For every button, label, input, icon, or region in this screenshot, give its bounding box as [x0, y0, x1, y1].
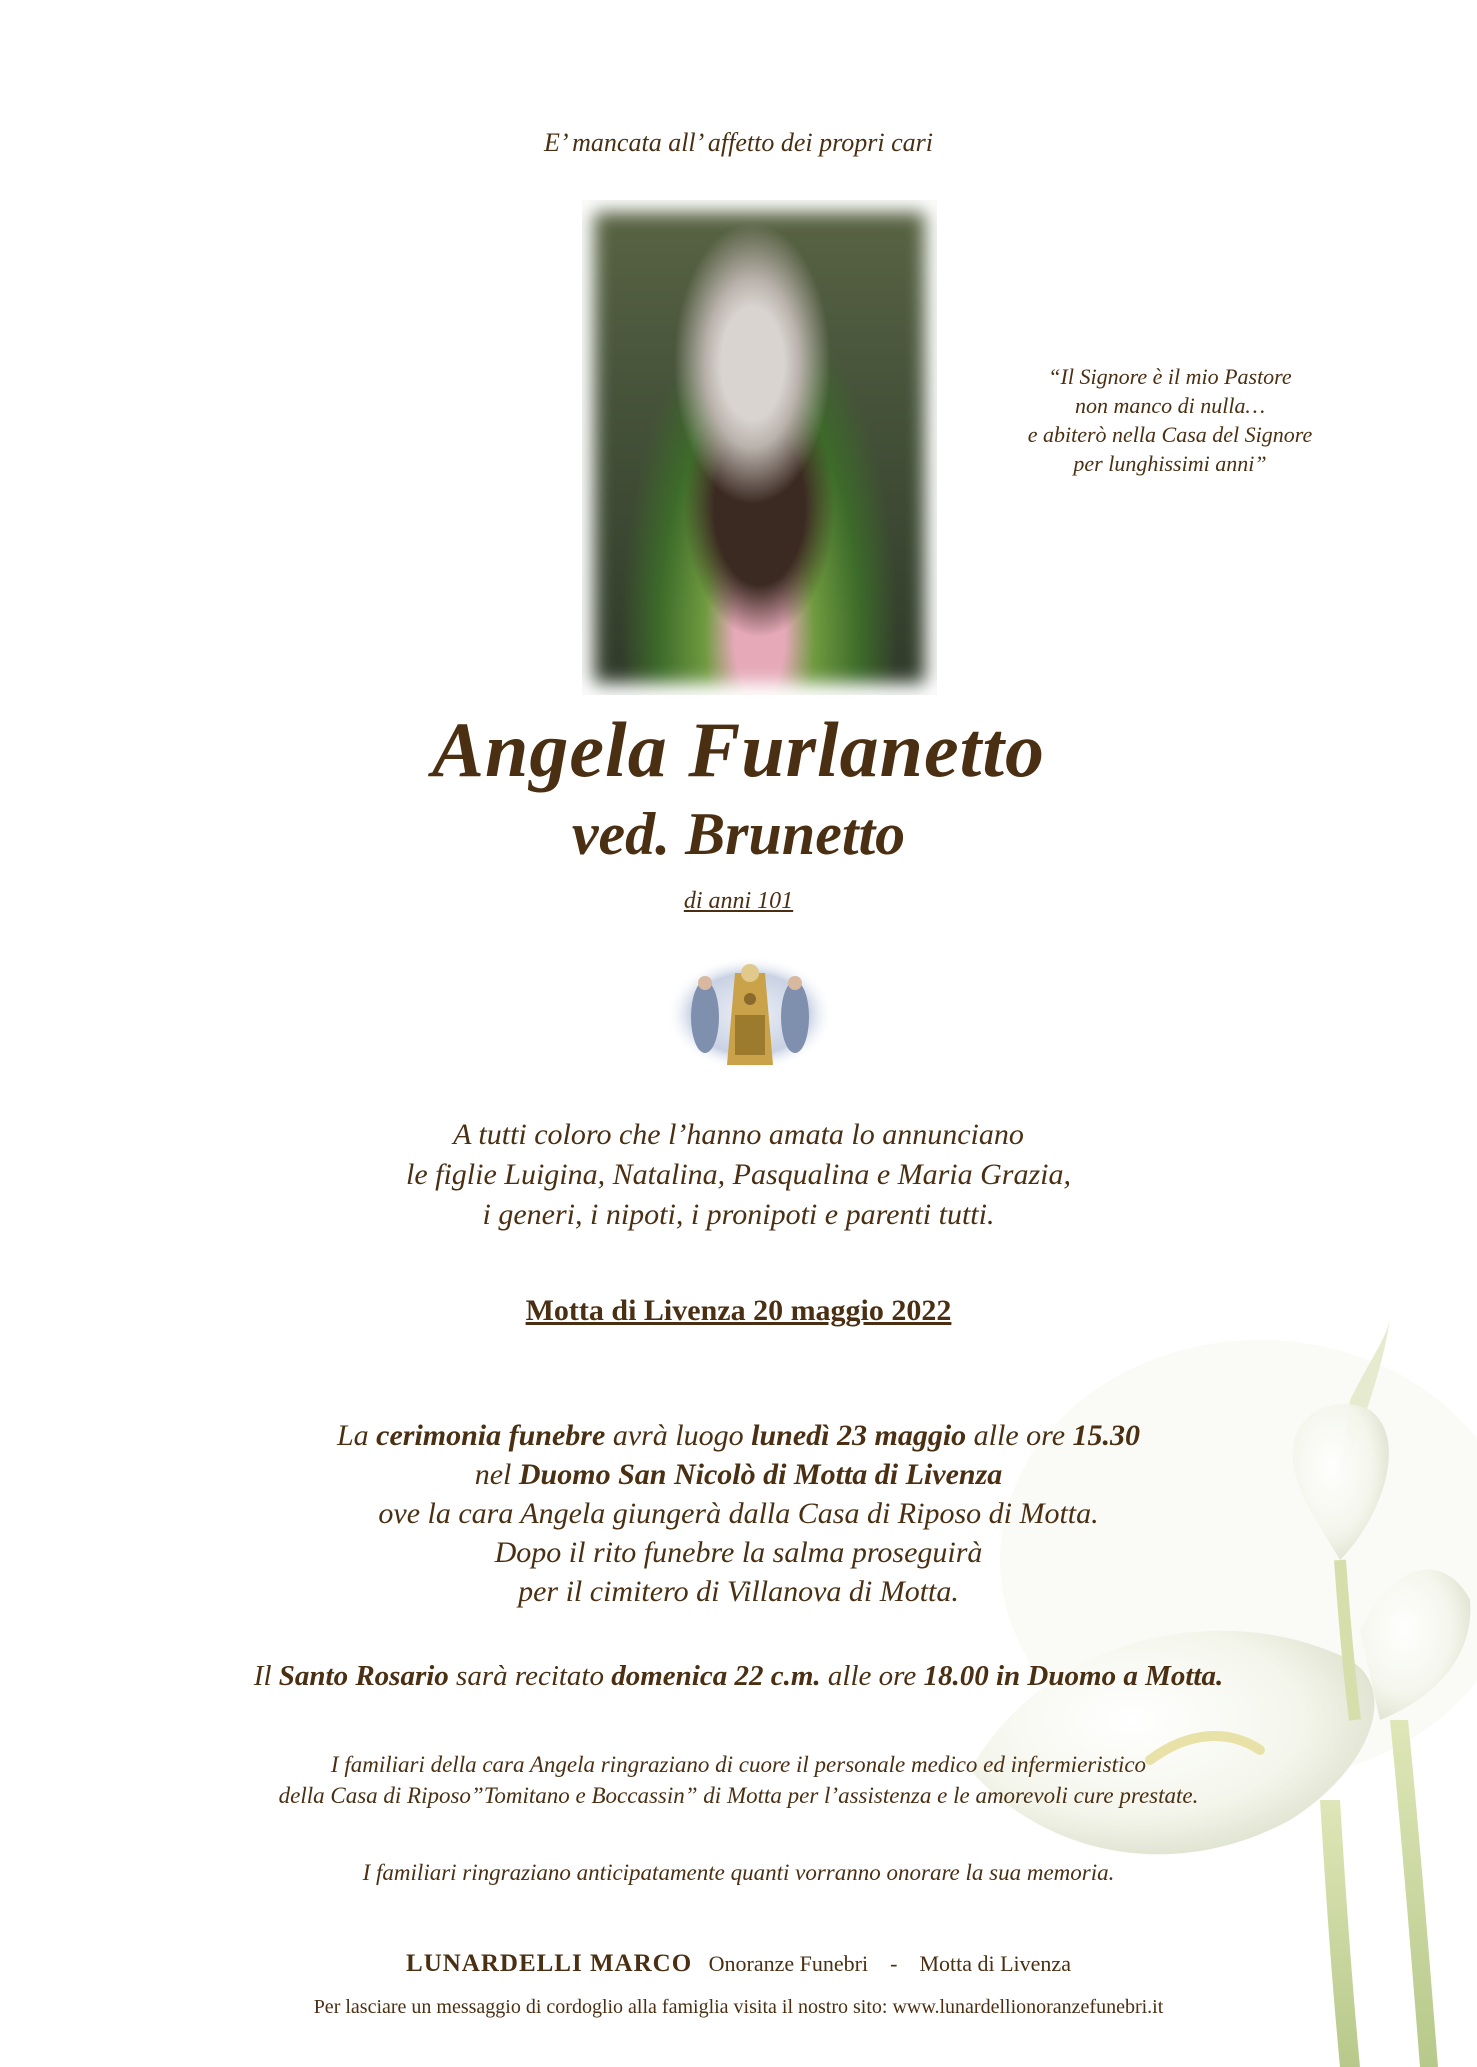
- thanks-note: [0, 1749, 1477, 1811]
- widow-surname: ved. Brunetto: [571, 801, 906, 867]
- text-fragment: Il: [253, 1660, 279, 1692]
- thanks-line: I familiari della cara Angela ringraziano di cuore il personale medico ed infermieristico: [330, 1752, 1147, 1777]
- text-fragment: La: [336, 1419, 377, 1452]
- ceremony-type: cerimonia funebre: [376, 1419, 606, 1452]
- ceremony-location: Duomo San Nicolò di Motta di Livenza: [518, 1458, 1003, 1491]
- announcement-line: A tutti coloro che l’hanno amata lo annunciano: [453, 1118, 1024, 1151]
- text-fragment: alle ore: [820, 1660, 924, 1692]
- portrait-photo: [582, 200, 937, 695]
- thanks-line: della Casa di Riposo”Tomitano e Boccassin” di Motta per l’assistenza e le amorevoli cure prestate.: [278, 1783, 1199, 1808]
- psalm-line: e abiterò nella Casa del Signore: [1027, 422, 1313, 447]
- age-line: di anni 101: [683, 888, 794, 914]
- rosary-details: [0, 1660, 1477, 1693]
- ceremony-line: per il cimitero di Villanova di Motta.: [518, 1575, 959, 1608]
- ceremony-date: lunedì 23 maggio: [751, 1419, 967, 1452]
- footer-website-note: Per lasciare un messaggio di cordoglio alla famiglia visita il nostro sito: www.lunardellionoranzefunebri.it: [313, 1996, 1164, 2018]
- agency-service: Onoranze Funebri: [708, 1951, 869, 1976]
- ceremony-line: Dopo il rito funebre la salma proseguirà: [494, 1536, 983, 1569]
- funeral-agency: [0, 1950, 1477, 1978]
- announcement-line: le figlie Luigina, Natalina, Pasqualina e Maria Grazia,: [405, 1158, 1071, 1191]
- announcement-line: i generi, i nipoti, i pronipoti e parenti tutti.: [482, 1198, 995, 1231]
- rosary-date: domenica 22 c.m.: [611, 1660, 821, 1692]
- announcement: [0, 1115, 1477, 1235]
- psalm-line: non manco di nulla…: [1074, 393, 1266, 418]
- psalm-line: “Il Signore è il mio Pastore: [1048, 364, 1292, 389]
- psalm-quote: [985, 362, 1355, 478]
- agency-separator: -: [890, 1951, 898, 1976]
- agency-name: LUNARDELLI MARCO: [406, 1950, 693, 1977]
- thanks-note-2: I familiari ringraziano anticipatamente quanti vorranno onorare la sua memoria.: [362, 1860, 1115, 1885]
- ceremony-line: ove la cara Angela giungerà dalla Casa di Riposo di Motta.: [378, 1497, 1099, 1530]
- rosary-time-place: 18.00 in Duomo a Motta.: [923, 1660, 1224, 1692]
- ceremony-time: 15.30: [1072, 1419, 1141, 1452]
- place-and-date: Motta di Livenza 20 maggio 2022: [525, 1294, 952, 1327]
- text-fragment: avrà luogo: [605, 1419, 752, 1452]
- madonna-with-angels-icon: [665, 955, 835, 1073]
- text-fragment: nel: [474, 1458, 519, 1491]
- rosary-title: Santo Rosario: [278, 1660, 449, 1692]
- intro-line: E’ mancata all’ affetto dei propri cari: [544, 128, 933, 157]
- ceremony-line: [0, 1455, 1477, 1494]
- deceased-name: Angela Furlanetto: [432, 706, 1045, 793]
- text-fragment: alle ore: [966, 1419, 1073, 1452]
- agency-city: Motta di Livenza: [919, 1951, 1071, 1976]
- text-fragment: sarà recitato: [448, 1660, 612, 1692]
- ceremony-line: [0, 1416, 1477, 1455]
- psalm-line: per lunghissimi anni”: [1073, 451, 1267, 476]
- ceremony-details: [0, 1416, 1477, 1611]
